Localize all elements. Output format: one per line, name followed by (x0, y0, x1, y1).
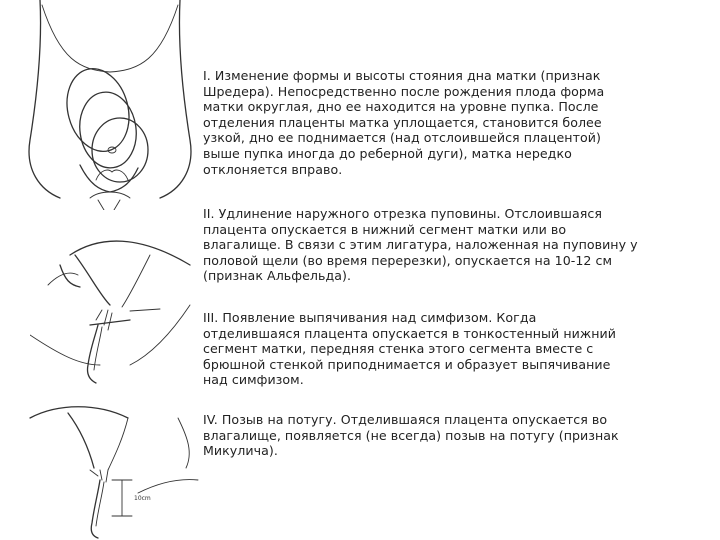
sign-numeral: IV. (203, 412, 218, 427)
sign-text: Изменение формы и высоты стояния дна матки (признак Шредера). Непосредственно после рождения плода форма матки округлая, дно ее находится на уровне пупка. После отделения плаценты матка уплощается, становится более узкой, дно ее поднимается (над отслоившейся плацентой) выше пупка иногда до реберной дуги), матка нередко отклоняется вправо. (203, 68, 605, 177)
cord-10cm-illustration (28, 398, 203, 540)
sign-numeral: II. (203, 206, 215, 221)
sign-text: Позыв на потугу. Отделившаяся плацента опускается во влагалище, появляется (не всегда) позыв на потугу (признак Микулича). (203, 412, 619, 459)
sign-numeral: I. (203, 68, 211, 83)
sign-numeral: III. (203, 310, 219, 325)
sign-mikulich-paragraph (203, 412, 619, 459)
uterus-position-illustration (20, 0, 200, 210)
cord-lengthening-illustration (30, 225, 200, 385)
ten-cm-label: 10cm (134, 495, 151, 502)
sign-text: Появление выпячивания над симфизом. Когда отделившаяся плацента опускается в тонкостенный нижний сегмент матки, передняя стенка этого сегмента вместе с брюшной стенкой приподнимается и образует выпячивание над симфизом. (203, 310, 616, 388)
sign-schroeder-paragraph (203, 68, 604, 177)
sign-text: Удлинение наружного отрезка пуповины. Отслоившаяся плацента опускается в нижний сегмент матки или во влагалище. В связи с этим лигатура, наложенная на пуповину у половой щели (во время перерезки), опускается на 10-12 см (признак Альфельда). (203, 206, 638, 284)
sign-symphysis-paragraph (203, 310, 616, 388)
sign-alfeld-paragraph (203, 206, 638, 284)
